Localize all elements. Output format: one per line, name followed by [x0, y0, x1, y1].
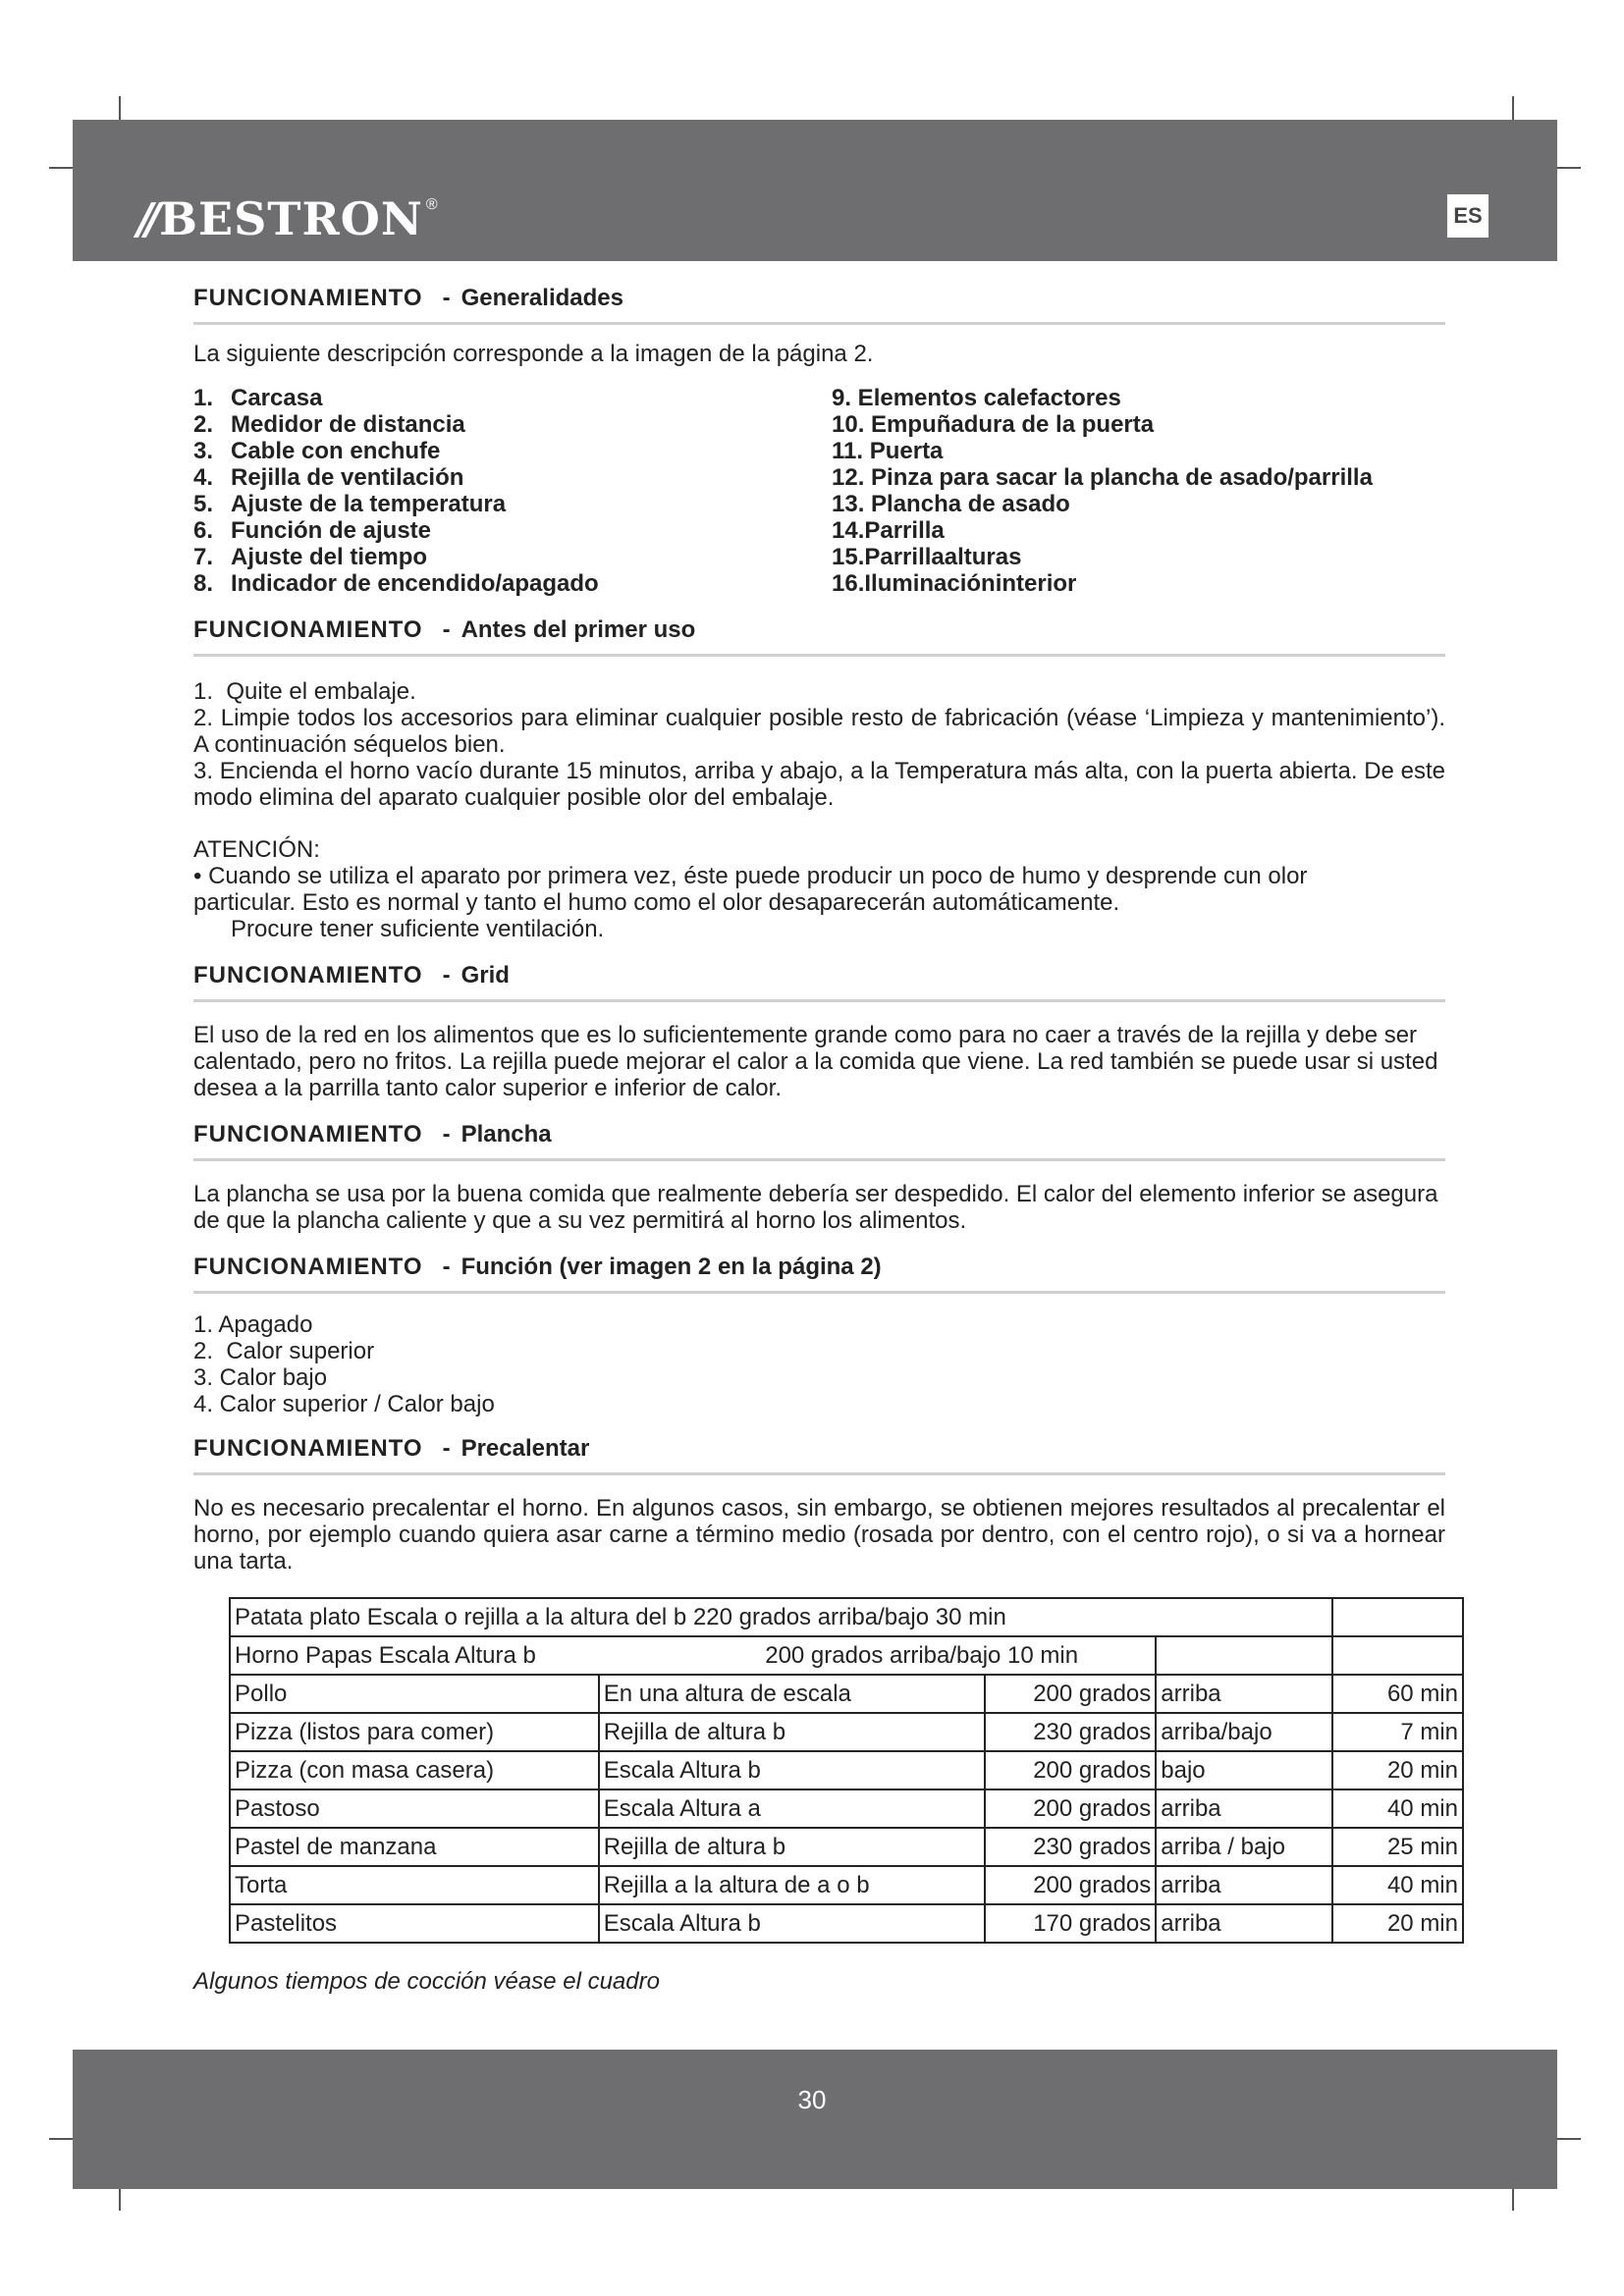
first-use-steps — [193, 678, 1445, 811]
table-row — [230, 1904, 1463, 1943]
table-cell: 7 min — [1332, 1713, 1463, 1751]
table-cell: 200 grados — [985, 1789, 1156, 1828]
table-cell: arriba — [1156, 1866, 1331, 1904]
list-item: 3. Cable con enchufe — [193, 438, 441, 464]
table-cell: 200 grados — [985, 1866, 1156, 1904]
table-cell: Escala Altura b — [599, 1904, 986, 1943]
plancha-text: La plancha se usa por la buena comida que realmente debería ser despedido. El calor del elemento inferior se asegura de que la plancha caliente y que a su vez permitirá al horno los alimentos. — [193, 1181, 1438, 1234]
precalentar-text: No es necesario precalentar el horno. En algunos casos, sin embargo, se obtienen mejores resultados al precalentar el horno, por ejemplo cuando quiera asar carne a término medio (rosada por dentro, con el centro rojo), o si va a hornear una tarta. — [193, 1495, 1445, 1575]
list-item: 1. Carcasa — [193, 385, 323, 411]
table-cell: arriba — [1156, 1675, 1331, 1713]
table-cell: 20 min — [1332, 1751, 1463, 1789]
table-cell: 25 min — [1332, 1828, 1463, 1866]
section-subtitle: Generalidades — [460, 285, 623, 311]
section-subtitle: Función (ver imagen 2 en la página 2) — [460, 1254, 882, 1280]
section-title: FUNCIONAMIENTO - Grid — [193, 962, 1445, 1002]
table-row — [230, 1866, 1463, 1904]
table-cell: 230 grados — [985, 1828, 1156, 1866]
table-cell: 40 min — [1332, 1866, 1463, 1904]
table-cell: Pizza (con masa casera) — [230, 1751, 599, 1789]
double-chevron-icon: // — [137, 193, 154, 244]
registered-mark: ® — [425, 196, 438, 213]
section-title-main: FUNCIONAMIENTO — [193, 1121, 423, 1148]
list-item: 6. Función de ajuste — [193, 517, 432, 544]
table-cell: Pastoso — [230, 1789, 599, 1828]
table-cell — [1156, 1636, 1331, 1675]
list-item: 7. Ajuste del tiempo — [193, 544, 428, 570]
page-content — [193, 285, 1445, 1575]
table-cell: 20 min — [1332, 1904, 1463, 1943]
list-item: 11. Puerta — [832, 438, 944, 464]
table-row — [230, 1789, 1463, 1828]
list-item: 4. Rejilla de ventilación — [193, 464, 464, 491]
section-title: FUNCIONAMIENTO - Función (ver imagen 2 en la página 2) — [193, 1254, 1445, 1294]
section-title-main: FUNCIONAMIENTO — [193, 285, 423, 311]
function-list — [193, 1311, 1445, 1417]
table-row — [230, 1636, 1463, 1675]
intro-text: La siguiente descripción corresponde a la imagen de la página 2. — [193, 341, 874, 367]
table-cell: Pastel de manzana — [230, 1828, 599, 1866]
section-plancha — [193, 1121, 1445, 1234]
table-cell: Pizza (listos para comer) — [230, 1713, 599, 1751]
table-cell: arriba — [1156, 1789, 1331, 1828]
section-general — [193, 285, 1445, 597]
parts-list-left — [193, 385, 832, 597]
table-cell: 60 min — [1332, 1675, 1463, 1713]
list-item: 14.Parrilla — [832, 517, 945, 544]
table-cell: Escala Altura a — [599, 1789, 986, 1828]
section-subtitle: Antes del primer uso — [460, 616, 696, 643]
list-item: 15.Parrillaalturas — [832, 544, 1022, 570]
list-item: 8. Indicador de encendido/apagado — [193, 570, 599, 597]
list-item: 2. Calor superior — [193, 1338, 375, 1364]
table-cell — [1332, 1636, 1463, 1675]
section-title-main: FUNCIONAMIENTO — [193, 616, 423, 643]
table-cell: Pollo — [230, 1675, 599, 1713]
table-cell: bajo — [1156, 1751, 1331, 1789]
table-cell: arriba — [1156, 1904, 1331, 1943]
attention-text: • Cuando se utiliza el aparato por primera vez, éste puede producir un poco de humo y desprende cun olor particular. Esto es normal y tanto el humo como el olor desaparecerán automáticamente. — [193, 863, 1308, 916]
section-subtitle: Precalentar — [460, 1435, 590, 1462]
grid-text: El uso de la red en los alimentos que es lo suficientemente grande como para no caer a través de la rejilla y debe ser calentado, pero no fritos. La rejilla puede mejorar el calor a la comida que viene. La red también se puede usar si usted desea a la parrilla tanto calor superior e inferior de calor. — [193, 1022, 1438, 1101]
table-cell: Rejilla de altura b — [599, 1713, 986, 1751]
table-cell: Torta — [230, 1866, 599, 1904]
table-row — [230, 1828, 1463, 1866]
table-cell: 230 grados — [985, 1713, 1156, 1751]
table-cell: Pastelitos — [230, 1904, 599, 1943]
table-cell: En una altura de escala — [599, 1675, 986, 1713]
list-item: 9. Elementos calefactores — [832, 385, 1121, 411]
table-caption: Algunos tiempos de cocción véase el cuadro — [193, 1968, 660, 1995]
list-item: 16.Iluminacióninterior — [832, 570, 1077, 597]
cooking-table — [229, 1597, 1464, 1944]
section-title: FUNCIONAMIENTO - Plancha — [193, 1121, 1445, 1161]
section-title-main: FUNCIONAMIENTO — [193, 962, 423, 988]
section-title: FUNCIONAMIENTO - Precalentar — [193, 1435, 1445, 1475]
brand-name: BESTRON — [159, 192, 423, 245]
section-precalentar — [193, 1435, 1445, 1575]
list-item: 12. Pinza para sacar la plancha de asado/parrilla — [832, 464, 1373, 491]
table-cell: arriba/bajo — [1156, 1713, 1331, 1751]
table-row — [230, 1751, 1463, 1789]
table-cell: 200 grados — [985, 1675, 1156, 1713]
table-cell — [1332, 1598, 1463, 1636]
brand-logo — [137, 192, 438, 245]
list-item: 2. Medidor de distancia — [193, 411, 465, 438]
list-item: 1. Quite el embalaje. — [193, 678, 416, 705]
section-funcion — [193, 1254, 1445, 1417]
attention-text-2: Procure tener suficiente ventilación. — [231, 916, 605, 942]
section-subtitle: Grid — [460, 962, 510, 988]
list-item: 4. Calor superior / Calor bajo — [193, 1391, 495, 1417]
list-item: 13. Plancha de asado — [832, 491, 1070, 517]
table-cell: Horno Papas Escala Altura b 200 grados arriba/bajo 10 min — [230, 1636, 1156, 1675]
language-badge: ES — [1447, 194, 1489, 238]
page-number: 30 — [797, 2085, 827, 2114]
section-title-main: FUNCIONAMIENTO — [193, 1435, 423, 1462]
attention-title: ATENCIÓN: — [193, 836, 320, 863]
table-cell: 200 grados — [985, 1751, 1156, 1789]
list-item: 5. Ajuste de la temperatura — [193, 491, 507, 517]
list-item: 2. Limpie todos los accesorios para eliminar cualquier posible resto de fabricación (véase ‘Limpieza y mantenimiento’). A continuación séquelos bien. — [193, 705, 1445, 758]
section-title: FUNCIONAMIENTO - Generalidades — [193, 285, 1445, 325]
table-cell: Escala Altura b — [599, 1751, 986, 1789]
table-cell: Patata plato Escala o rejilla a la altura del b 220 grados arriba/bajo 30 min — [230, 1598, 1332, 1636]
parts-list — [193, 385, 1445, 597]
list-item: 1. Apagado — [193, 1311, 313, 1338]
table-cell: 40 min — [1332, 1789, 1463, 1828]
table-row — [230, 1598, 1463, 1636]
section-first-use — [193, 616, 1445, 942]
table-row — [230, 1675, 1463, 1713]
footer-bar — [73, 2050, 1557, 2189]
table-cell: Rejilla a la altura de a o b — [599, 1866, 986, 1904]
section-grid — [193, 962, 1445, 1101]
list-item: 10. Empuñadura de la puerta — [832, 411, 1155, 438]
parts-list-right — [832, 385, 1445, 597]
table-row — [230, 1713, 1463, 1751]
list-item: 3. Calor bajo — [193, 1364, 328, 1391]
section-subtitle: Plancha — [460, 1121, 552, 1148]
section-title: FUNCIONAMIENTO - Antes del primer uso — [193, 616, 1445, 657]
list-item: 3. Encienda el horno vacío durante 15 minutos, arriba y abajo, a la Temperatura más alta, con la puerta abierta. De este modo elimina del aparato cualquier posible olor del embalaje. — [193, 758, 1445, 811]
table-cell: Rejilla de altura b — [599, 1828, 986, 1866]
table-cell: 170 grados — [985, 1904, 1156, 1943]
section-title-main: FUNCIONAMIENTO — [193, 1254, 423, 1280]
table-cell: arriba / bajo — [1156, 1828, 1331, 1866]
